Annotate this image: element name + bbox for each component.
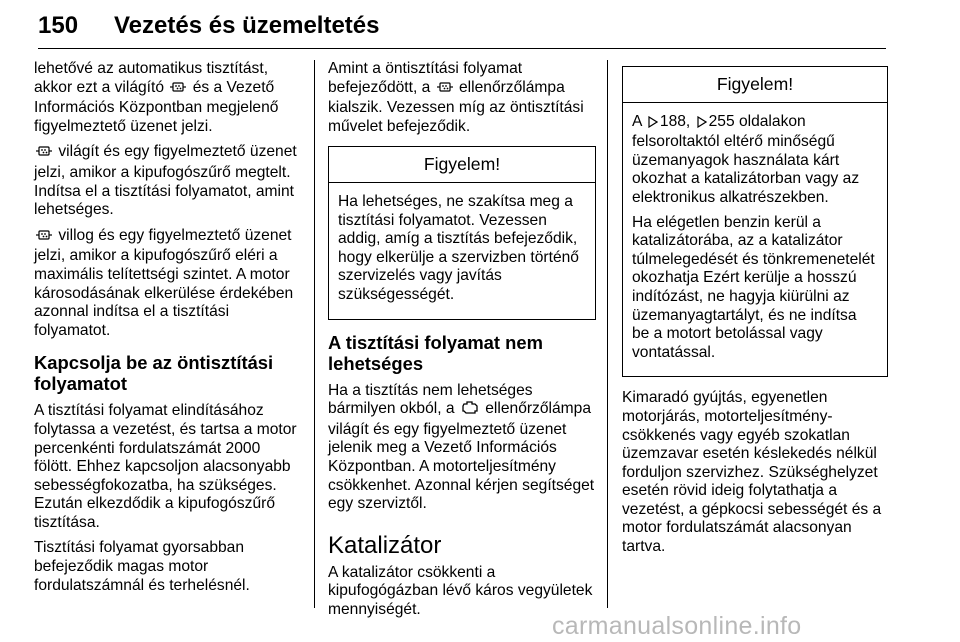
warning-box	[328, 146, 596, 319]
paragraph: A katalizátor csökkenti a kipufogógázban lévő káros vegyületek mennyiségét.	[328, 563, 593, 618]
page-reference[interactable]: 188,	[659, 112, 691, 130]
warning-text: A 188, 255 oldalakon felsoroltaktól eltérő minőségű üzemanyagok használata kárt okozhat a katalizátorban vagy az elektronikus alkatrészekben.	[632, 112, 860, 206]
warning-text: Ha lehetséges, ne szakítsa meg a tisztítási folyamatot. Vezessen addig, amíg a tisztítás befejeződik, hogy elkerülje a szervizben történő szervizelés vagy javítás szükségességét.	[338, 192, 579, 303]
paragraph: Kimaradó gyújtás, egyenetlen motorjárás, motorteljesítmény-csökkenés vagy egyéb szokatlan üzemzavar esetén késlekedés nélkül forduljon szervizhez. Szükséghelyzet esetén rövid ideig folytathatja a vezetést, a gépkocsi sebességét és a motor fordulatszámát alacsonyan tartva.	[622, 389, 882, 556]
paragraph: A tisztítási folyamat elindításához folytassa a vezetést, és tartsa a motor percenkénti fordulatszámát 2000 fölött. Ehhez kapcsoljon alacsonyabb sebességfokozatba, ha szükséges. Ezután elkezdődik a kipufogószűrő tisztítása.	[34, 402, 297, 531]
warning-body	[623, 103, 887, 377]
warning-box	[622, 66, 888, 377]
page-title: Vezetés és üzemeltetés	[114, 12, 380, 39]
paragraph: világít és egy figyelmeztető üzenet jelzi, amikor a kipufogószűrő megtelt. Indítsa el a tisztítási folyamatot, amint lehetséges.	[34, 143, 297, 219]
column-divider-1	[314, 60, 315, 608]
section-heading: A tisztítási folyamat nem lehetséges	[328, 331, 543, 374]
page-reference[interactable]: 255 oldalakon felsoroltaktól eltérő minőségű üzemanyagok használata kárt okozhat a katalizátorban vagy az elektronikus alkatrészekben.	[632, 112, 860, 206]
warning-title: Figyelem!	[329, 147, 595, 183]
engine-check-icon	[461, 400, 479, 421]
page-number: 150	[38, 12, 79, 39]
dpf-filter-icon	[36, 144, 52, 164]
warning-title: Figyelem!	[623, 67, 887, 103]
section-heading-large: Katalizátor	[328, 531, 442, 559]
page-reference-arrow-icon	[648, 115, 658, 134]
dpf-filter-icon	[437, 80, 453, 100]
warning-text: Ha elégetlen benzin kerül a katalizátorába, az a katalizátor túlmelegedését és tönkremenetelét okozhatja Ezért kerülje a hosszú indítózást, ne hagyja kiürülni az üzemanyagtartályt, és ne indítsa be a motort betolással vagy vontatással.	[632, 213, 875, 361]
column-1	[34, 60, 302, 602]
paragraph: Tisztítási folyamat gyorsabban befejeződik magas motor fordulatszámnál és terhelésnél.	[34, 539, 250, 594]
paragraph: lehetővé az automatikus tisztítást, akkor ezt a világító és a Vezető Információs Központban megjelenő figyelmeztető üzenet jelzi.	[34, 60, 279, 135]
paragraph: Amint a öntisztítási folyamat befejeződött, a ellenőrzőlámpa kialszik. Vezessen míg az öntisztítási művelet befejeződik.	[328, 60, 584, 135]
paragraph: Ha a tisztítás nem lehetséges bármilyen okból, a ellenőrzőlámpa világít és egy figyelmeztető üzenet jelenik meg a Vezető Információs Központban. A motorteljesítmény csökkenhet. Azonnal kérjen segítséget egy szerviztől.	[328, 381, 595, 513]
page-header	[38, 4, 886, 49]
column-3	[622, 60, 888, 564]
section-heading: Kapcsolja be az öntisztítási folyamatot	[34, 352, 274, 395]
paragraph: villog és egy figyelmeztető üzenet jelzi, amikor a kipufogószűrő eléri a maximális telítettségi szintet. A motor károsodásának elkerülése érdekében azonnal indítsa el a tisztítási folyamatot.	[34, 226, 294, 339]
dpf-filter-icon	[170, 80, 186, 100]
column-divider-2	[607, 60, 608, 608]
dpf-filter-icon	[36, 228, 52, 248]
column-2	[328, 60, 596, 626]
page-reference-arrow-icon	[697, 115, 707, 134]
warning-body	[329, 183, 595, 319]
watermark: carmanualsonline.info	[552, 612, 802, 640]
